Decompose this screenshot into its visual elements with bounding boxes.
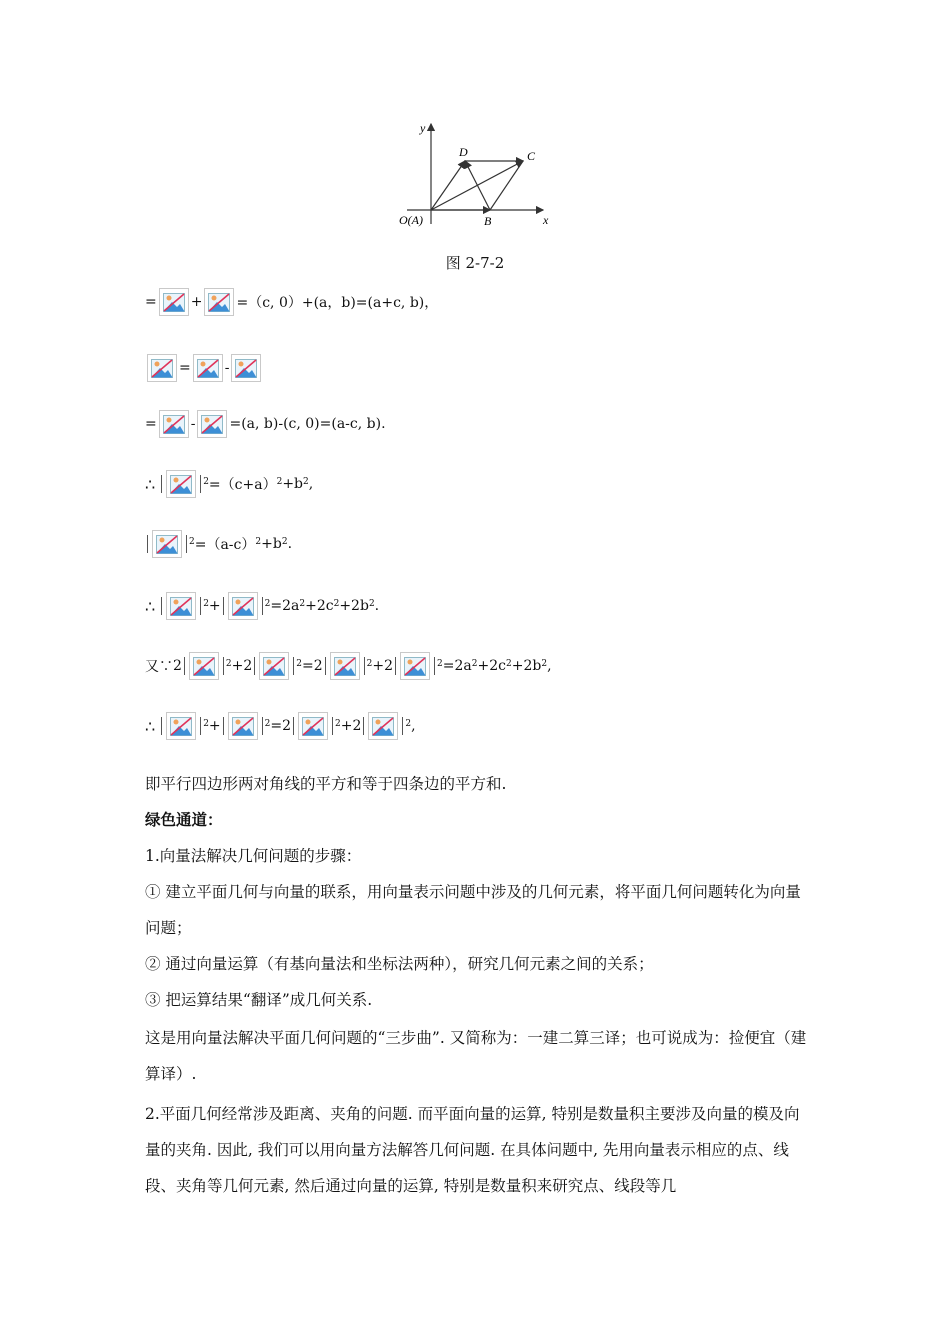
broken-image-icon [152,530,182,558]
broken-image-icon [259,652,289,680]
step-3-text: ③ 把运算结果“翻译”成几何关系. [145,991,373,1009]
equation-text: =(a, b)-(c, 0)=(a-c, b). [229,416,386,432]
conclusion-text: 即平行四边形两对角线的平方和等于四条边的平方和. [145,775,507,793]
broken-image-icon [197,410,227,438]
equation-line-8: ∴ $^2$ + $^2$ =2 $^2$ +2 $^2$ , [145,712,416,740]
point-c-label: C [527,149,536,163]
x-axis-label: x [543,213,549,227]
side-bc [490,161,523,210]
equation-line-5: $^2$ =（a-c） $^2$ +b $^2$ . [145,530,292,558]
broken-image-icon [166,592,196,620]
equation-line-2 [145,354,263,382]
equation-line-6: ∴ $^2$ + $^2$ =2a $^2$ +2c $^2$ +2b $^2$ . [145,592,379,620]
broken-image-icon [228,712,258,740]
broken-image-icon [166,712,196,740]
broken-image-icon [193,354,223,382]
y-axis-label: y [420,121,426,135]
parallelogram-figure [395,118,565,230]
equals-sign: = [145,294,157,310]
broken-image-icon [147,354,177,382]
vector-ad [431,161,465,210]
broken-image-icon [228,592,258,620]
equation-line-4: ∴ $^2$ =（c+a） $^2$ +b $^2$ , [145,470,313,498]
figure-caption: 图 2-7-2 [445,254,505,272]
equation-line-1 [145,288,438,316]
vector-bd [465,161,490,210]
origin-label: O(A) [399,213,423,227]
broken-image-icon [159,410,189,438]
point-1-title: 1.向量法解决几何问题的步骤： [145,847,362,865]
broken-image-icon [231,354,261,382]
broken-image-icon [368,712,398,740]
broken-image-icon [298,712,328,740]
equation-line-3 [145,410,386,438]
step-1-text: ① 建立平面几何与向量的联系，用向量表示问题中涉及的几何元素，将平面几何问题转化为向量问题； [145,883,801,937]
point-2-text: 2.平面几何经常涉及距离、夹角的问题. 而平面向量的运算, 特别是数量积主要涉及向量的模及向量的夹角. 因此, 我们可以用向量方法解答几何问题. 在具体问题中, 先用向量表示相应的点、线段、夹角等几何元素, 然后通过向量的运算, 特别是数量积来研究点、线段等几 [145,1105,800,1195]
point-d-label: D [459,145,468,159]
broken-image-icon [204,288,234,316]
equation-line-7: 又∵ 2 $^2$ +2 $^2$ =2 $^2$ +2 $^2$ =2a $^2$ +2c $^2$ +2b $^2$ , [145,652,552,680]
therefore-symbol: ∴ [145,596,156,616]
equals-sign: = [179,360,191,376]
because-symbol: 又∵ [145,659,173,675]
equation-text: =（c, 0）+(a，b)=(a+c, b)， [236,295,439,311]
equation-text: =（c+a） [208,477,277,493]
green-channel-heading: 绿色通道： [145,810,223,829]
therefore-symbol: ∴ [145,474,156,494]
point-b-label: B [484,214,492,228]
step-2-text: ② 通过向量运算（有基向量法和坐标法两种），研究几何元素之间的关系； [145,955,654,973]
broken-image-icon [400,652,430,680]
minus-sign: - [224,360,230,376]
therefore-symbol: ∴ [145,716,156,736]
broken-image-icon [159,288,189,316]
plus-sign: + [190,294,203,310]
summary-text: 这是用向量法解决平面几何问题的“三步曲”. 又简称为：一建二算三译；也可说成为：捡便宜（建算译）. [145,1029,807,1083]
broken-image-icon [189,652,219,680]
broken-image-icon [166,470,196,498]
equation-text: =（a-c） [194,537,256,553]
broken-image-icon [330,652,360,680]
equals-sign: = [145,416,157,432]
minus-sign: - [190,416,196,432]
